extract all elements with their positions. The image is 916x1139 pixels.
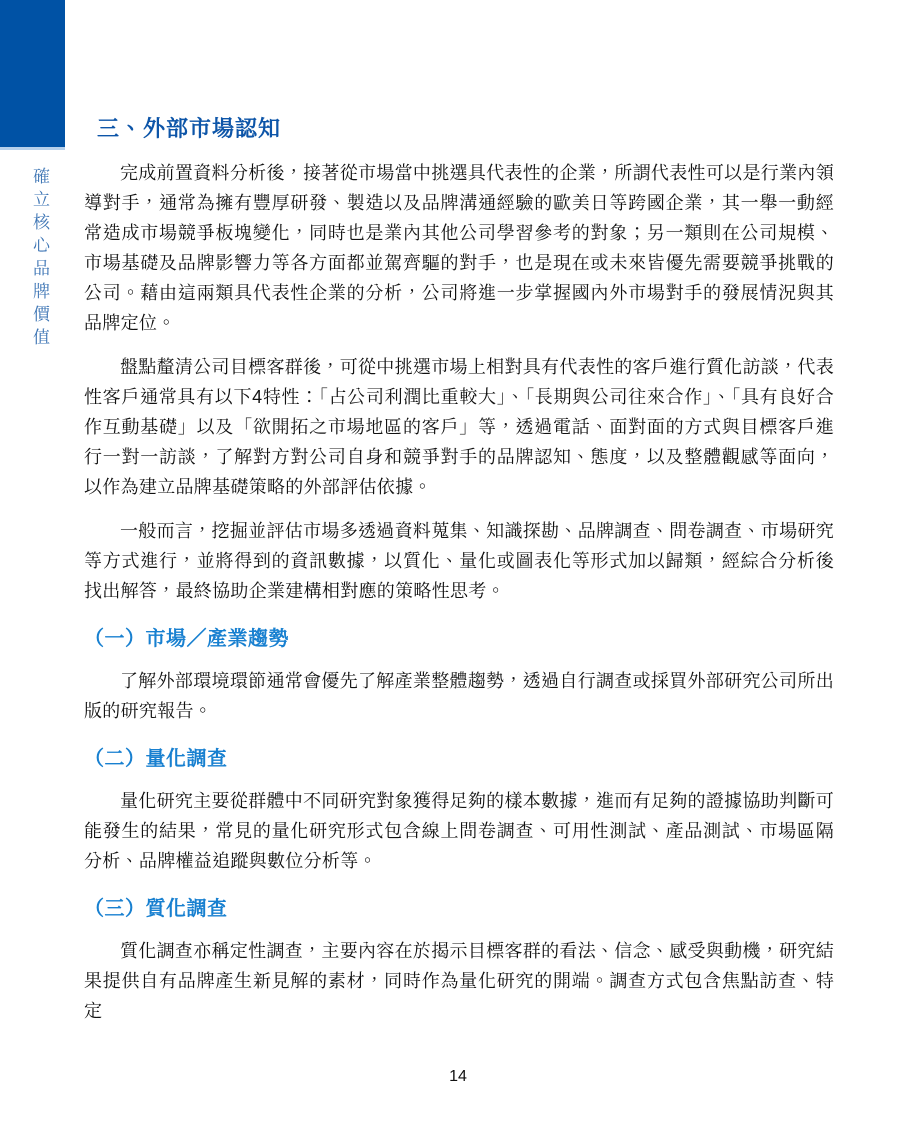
subsection-paragraph-quantitative-survey: 量化研究主要從群體中不同研究對象獲得足夠的樣本數據，進而有足夠的證據協助判斷可能發生的結果，常見的量化研究形式包含線上問卷調查、可用性測試、產品測試、市場區隔分析、品牌權益追蹤與數位分析等。 [84,791,834,871]
subsection-heading-qualitative-survey: （三）質化調查 [84,898,228,920]
section-heading: 三、外部市場認知 [97,116,282,141]
subsection-paragraph-market-industry-trends: 了解外部環境環節通常會優先了解產業整體趨勢，透過自行調查或採買外部研究公司所出版的研究報告。 [84,671,834,721]
page-number: 14 [449,1068,467,1085]
chapter-side-label: 確立核心品牌價值 [30,167,49,351]
intro-paragraph-3: 一般而言，挖掘並評估市場多透過資料蒐集、知識探勘、品牌調查、問卷調查、市場研究等方式進行，並將得到的資訊數據，以質化、量化或圖表化等形式加以歸類，經綜合分析後找出解答，最終協助企業建構相對應的策略性思考。 [84,521,834,601]
subsection-heading-market-industry-trends: （一）市場／產業趨勢 [84,628,289,650]
intro-paragraph-1: 完成前置資料分析後，接著從市場當中挑選具代表性的企業，所謂代表性可以是行業內領導對手，通常為擁有豐厚研發、製造以及品牌溝通經驗的歐美日等跨國企業，其一舉一動經常造成市場競爭板塊變化，同時也是業內其他公司學習參考的對象；另一類則在公司規模、市場基礎及品牌影響力等各方面都並駕齊驅的對手，也是現在或未來皆優先需要競爭挑戰的公司。藉由這兩類具代表性企業的分析，公司將進一步掌握國內外市場對手的發展情況與其品牌定位。 [84,163,834,333]
subsection-heading-quantitative-survey: （二）量化調查 [84,748,228,770]
subsection-paragraph-qualitative-survey: 質化調查亦稱定性調查，主要內容在於揭示目標客群的看法、信念、感受與動機，研究結果提供自有品牌產生新見解的素材，同時作為量化研究的開端。調查方式包含焦點訪查、特定 [84,941,834,1021]
intro-paragraph-2: 盤點釐清公司目標客群後，可從中挑選市場上相對具有代表性的客戶進行質化訪談，代表性客戶通常具有以下4特性：「占公司利潤比重較大」、「長期與公司往來合作」、「具有良好合作互動基礎」以及「欲開拓之市場地區的客戶」等，透過電話、面對面的方式與目標客戶進行一對一訪談，了解對方對公司自身和競爭對手的品牌認知、態度，以及整體觀感等面向，以作為建立品牌基礎策略的外部評估依據。 [84,357,834,497]
main-text-column [84,0,834,1040]
chapter-corner-accent [0,0,65,150]
